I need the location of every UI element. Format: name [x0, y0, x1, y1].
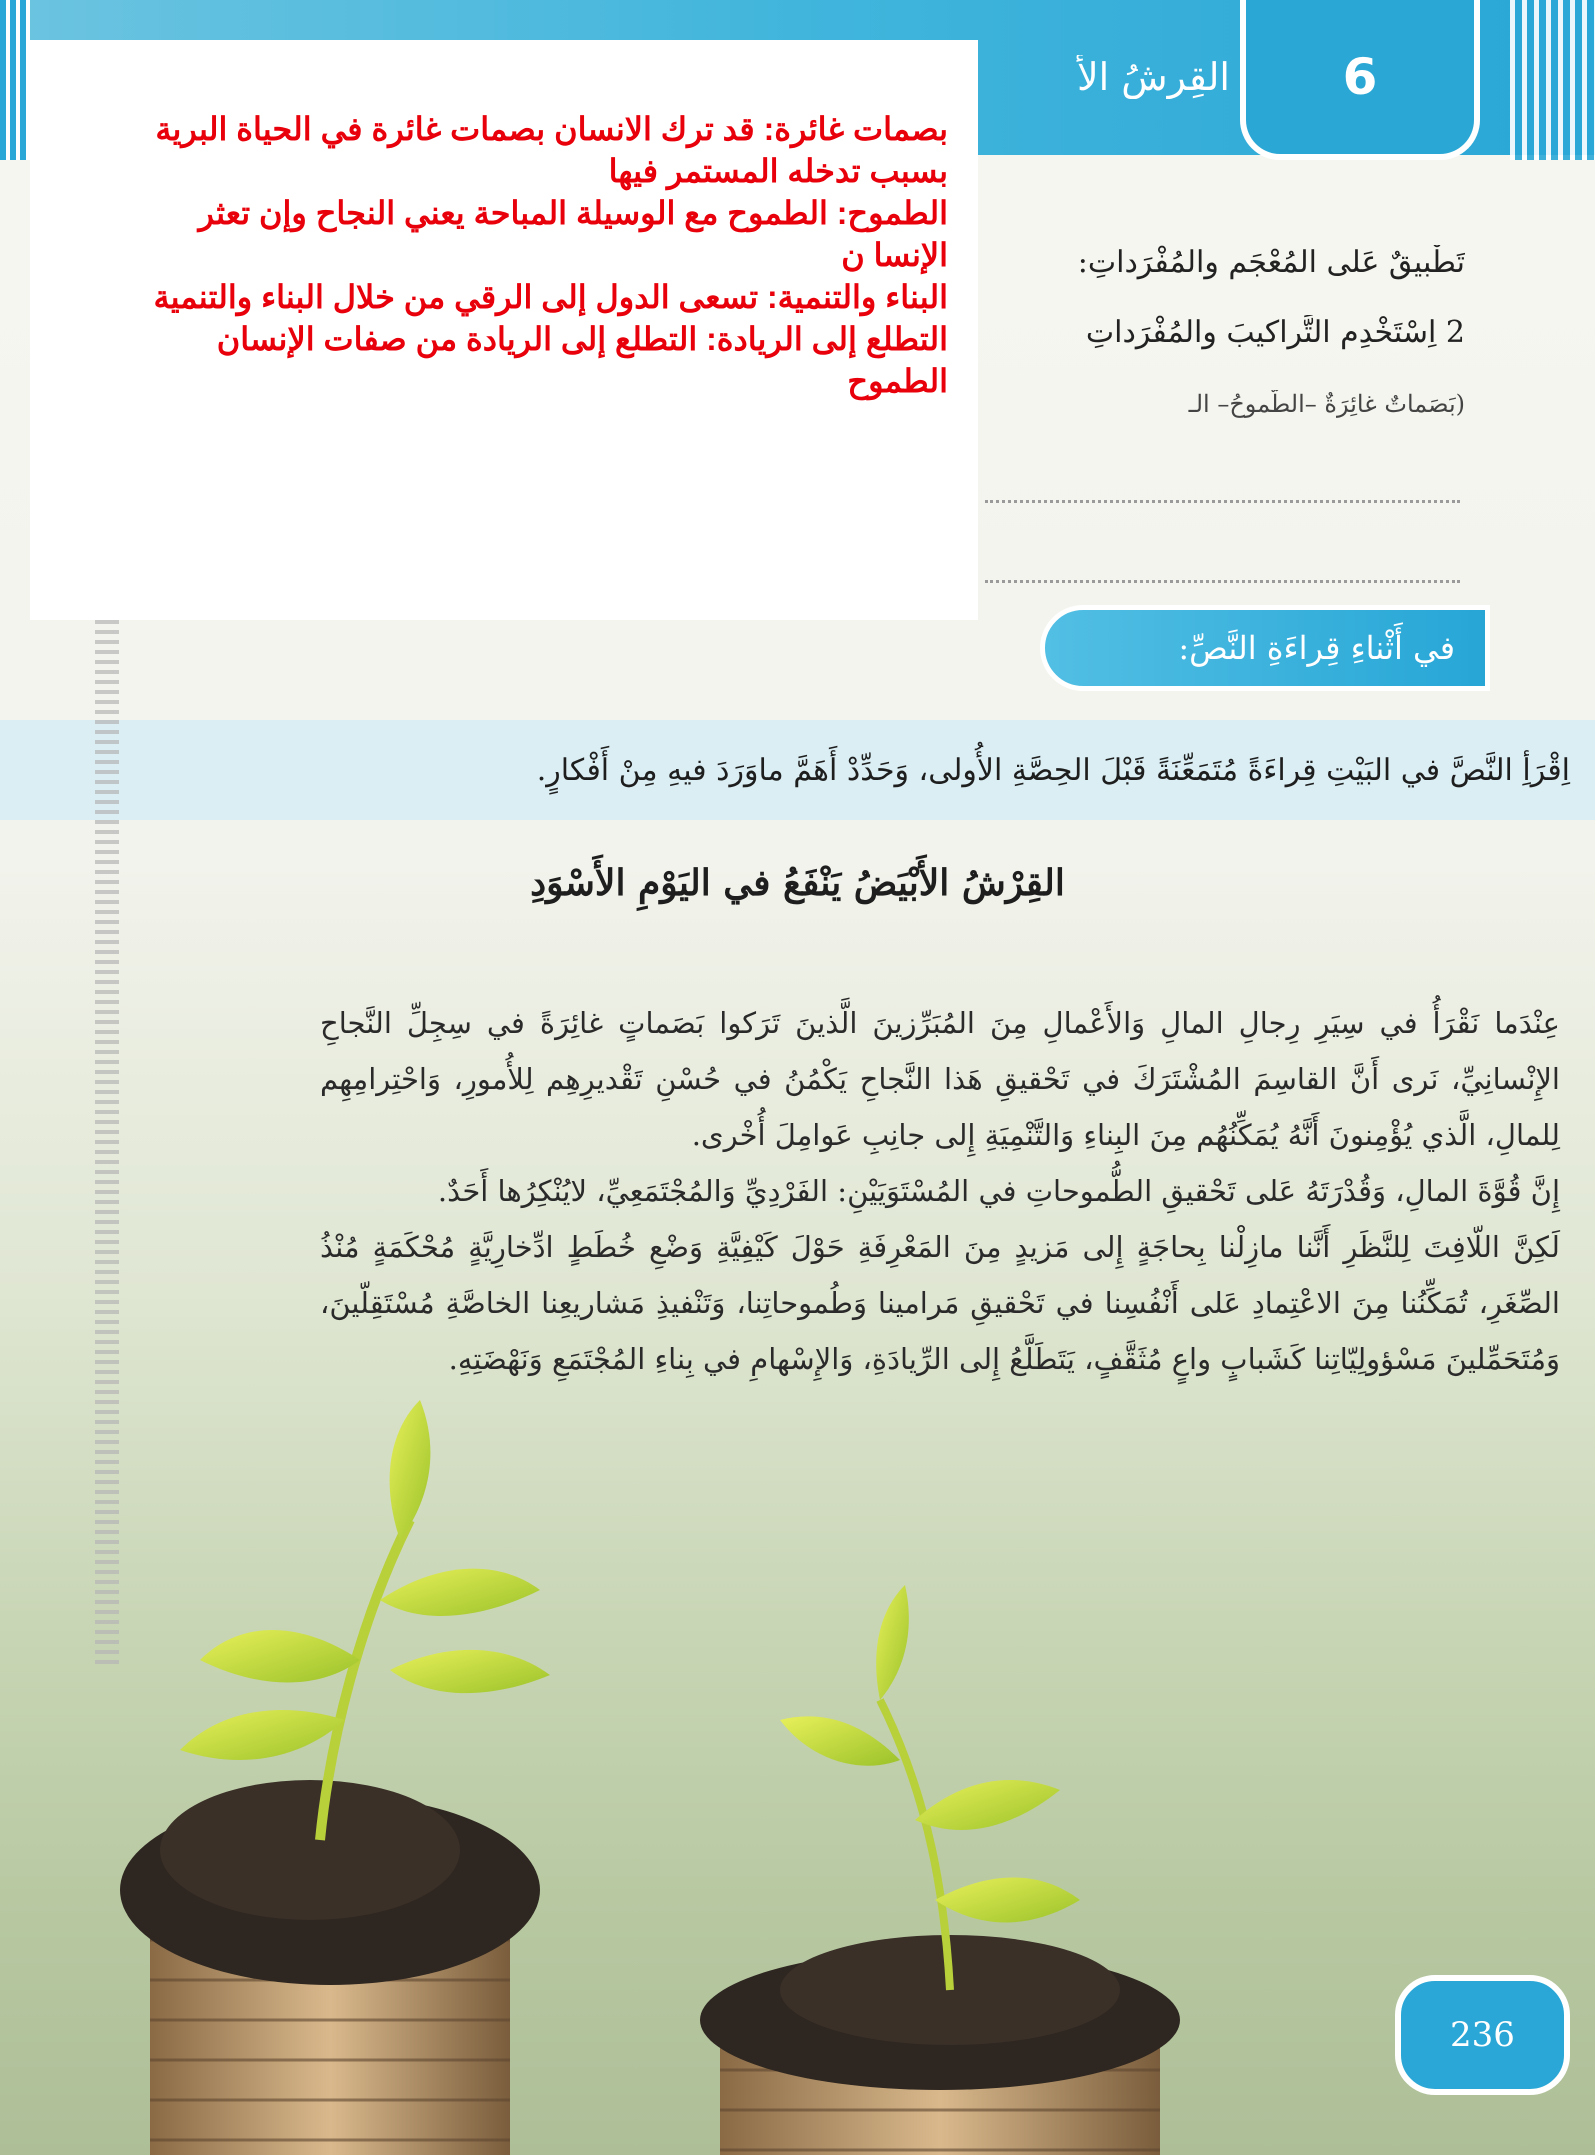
lesson-number: 6: [1342, 48, 1378, 106]
note-line: بصمات غائرة: قد ترك الانسان بصمات غائرة في الحياة البرية: [155, 111, 948, 147]
section-label: في أَثْناءِ قِراءَةِ النَّصِّ:: [1178, 629, 1455, 667]
reading-body: [320, 995, 1560, 1387]
lesson-number-tab: [1240, 0, 1480, 160]
instruction-band: [0, 720, 1595, 820]
right-seedling: [780, 1585, 1080, 1990]
instruction-text: اِقْرَأِ النَّصَّ في البَيْتِ قِراءَةً مُتَمَعِّنَةً قَبْلَ الحِصَّةِ الأُولى، وَحَدِّدْ أَهَمَّ ماوَرَدَ فيهِ مِنْ أَفْكارٍ.: [536, 752, 1570, 788]
reading-paragraph: عِنْدَما نَقْرَأُ في سِيَرِ رِجالِ المالِ وَالأَعْمالِ مِنَ المُبَرِّزينَ الَّذينَ تَرَكوا بَصَماتٍ غائِرَةً في سِجِلِّ النَّجاحِ الإِنْسانِيِّ، نَرى أَنَّ القاسِمَ المُشْتَرَكَ في تَحْقيقِ هَذا النَّجاحِ يَكْمُنُ في حُسْنِ تَقْديرِهِم لِلأُمورِ، وَاحْتِرامِهِم لِلمالِ، الَّذي يُؤْمِنونَ أَنَّهُ يُمَكِّنُهُم مِنَ البِناءِ وَالتَّنْمِيَةِ إِلى جانِبِ عَوامِلَ أُخْرى.: [320, 1006, 1560, 1152]
page-number: 236: [1450, 2015, 1515, 2055]
note-line: الإنسا ن: [841, 237, 948, 273]
answer-notes-box: [30, 40, 978, 620]
lesson-title: القِرشُ الأَ: [1076, 55, 1230, 99]
note-line: الطموح: [847, 363, 948, 399]
right-coin-stack: [700, 1935, 1180, 2155]
note-line: بسبب تدخله المستمر فيها: [608, 153, 948, 189]
reading-title: القِرْشُ الأَبْيَضُ يَنْفَعُ في اليَوْمِ الأَسْوَدِ: [530, 862, 1065, 904]
note-line: التطلع إلى الريادة: التطلع إلى الريادة من صفات الإنسان: [216, 321, 948, 357]
header-left-stripes: [0, 0, 30, 160]
exercise-words: (بَصَماتٌ غائِرَةٌ –الطُّموحُ– الـ: [1188, 390, 1465, 418]
exercise-item: 2 اِسْتَخْدِمِ التَّراكيبَ والمُفْرَداتِ: [1085, 315, 1465, 350]
page-number-badge: [1395, 1975, 1570, 2095]
reading-paragraph: إِنَّ قُوَّةَ المالِ، وَقُدْرَتَهُ عَلى تَحْقيقِ الطُّموحاتِ في المُسْتَوَيَيْنِ: الفَرْدِيِّ وَالمُجْتَمَعِيِّ، لايُنْكِرُها أَحَدٌ.: [437, 1174, 1560, 1208]
header-right-stripes: [1510, 0, 1595, 160]
note-line: البناء والتنمية: تسعى الدول إلى الرقي من خلال البناء والتنمية: [153, 279, 948, 315]
left-seedling: [180, 1400, 550, 1840]
exercise-heading: تَطْبيقٌ عَلى المُعْجَمِ والمُفْرَداتِ:: [1077, 245, 1465, 280]
section-header: [1040, 605, 1490, 691]
left-coin-stack: [120, 1780, 540, 2155]
reading-paragraph: لَكِنَّ اللّافِتَ لِلنَّظَرِ أَنَّنا مازِلْنا بِحاجَةٍ إِلى مَزيدٍ مِنَ المَعْرِفَةِ حَوْلَ كَيْفِيَّةِ وَضْعِ خُطَطٍ ادِّخارِيَّةٍ مُحْكَمَةٍ مُنْذُ الصِّغَرِ، تُمَكِّنُنا مِنَ الاعْتِمادِ عَلى أَنْفُسِنا في تَحْقيقِ مَرامينا وَطُموحاتِنا، وَتَنْفيذِ مَشاريعِنا الخاصَّةِ مُسْتَقِلّينَ، وَمُتَحَمِّلينَ مَسْؤولِيّاتِنا كَشَبابٍ واعٍ مُثَقَّفٍ، يَتَطَلَّعُ إِلى الرِّيادَةِ، وَالإِسْهامِ في بِناءِ المُجْتَمَعِ وَنَهْضَتِهِ.: [320, 1230, 1560, 1376]
note-line: الطموح: الطموح مع الوسيلة المباحة يعني النجاح وإن تعثر: [198, 195, 948, 231]
answer-line: [985, 580, 1460, 583]
answer-line: [985, 500, 1460, 503]
